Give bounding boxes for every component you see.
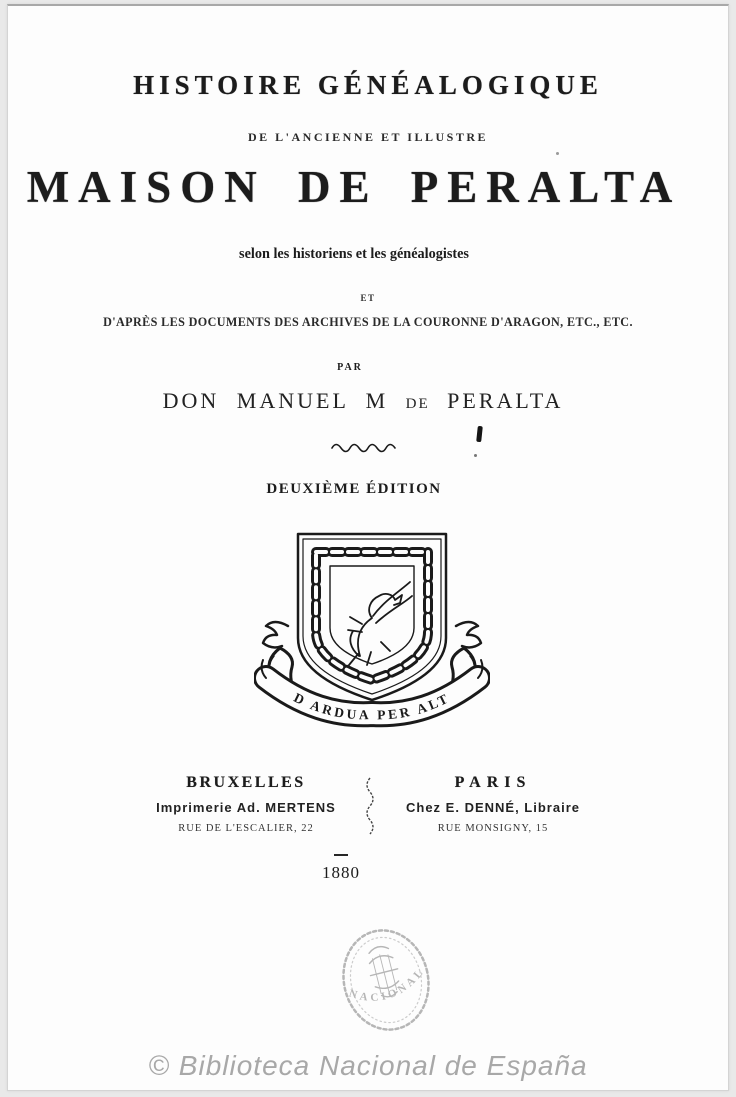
publisher-city: PARIS [454, 774, 532, 791]
year-block [0, 854, 701, 883]
library-stamp [338, 924, 434, 1036]
motto-text: D ARDUA PER ALT [291, 689, 453, 723]
par-line: PAR [337, 362, 363, 373]
edition-line: DEUXIÈME ÉDITION [266, 481, 442, 497]
book-page [7, 4, 729, 1091]
watermark-text: © Biblioteca Nacional de España [148, 1050, 588, 1081]
tagline: selon les historiens et les généalogistes [239, 246, 469, 262]
squiggle-ornament [8, 440, 728, 458]
squiggle-ornament-icon [330, 441, 406, 453]
coat-of-arms [254, 528, 490, 736]
subtitle-line: DE L'ANCIENNE ET ILLUSTRE [248, 130, 488, 144]
year-rule [334, 854, 348, 856]
et-line: ET [360, 293, 376, 303]
publication-year: 1880 [322, 863, 360, 882]
main-title: MAISON DE PERALTA [26, 162, 682, 212]
publisher-name: Chez E. DENNÉ, Libraire [406, 800, 580, 815]
publisher-paris [343, 774, 643, 834]
publisher-address: RUE MONSIGNY, 15 [437, 823, 549, 834]
publisher-city: BRUXELLES [186, 774, 306, 791]
author-part1: DON MANUEL M [162, 388, 389, 413]
sources-line: D'APRÈS LES DOCUMENTS DES ARCHIVES DE LA COURONNE D'ARAGON, ETC., ETC. [103, 315, 633, 329]
ink-speck [474, 454, 477, 457]
publisher-address: RUE DE L'ESCALIER, 22 [178, 823, 314, 834]
publisher-name: Imprimerie Ad. MERTENS [156, 800, 336, 815]
author-part3: PERALTA [447, 388, 564, 413]
scan-speck [556, 152, 559, 155]
author-name [3, 388, 723, 414]
stamp-text: NACIONAL [347, 964, 428, 1004]
author-part2: DE [405, 396, 430, 412]
page-title: HISTOIRE GÉNÉALOGIQUE [133, 70, 603, 100]
